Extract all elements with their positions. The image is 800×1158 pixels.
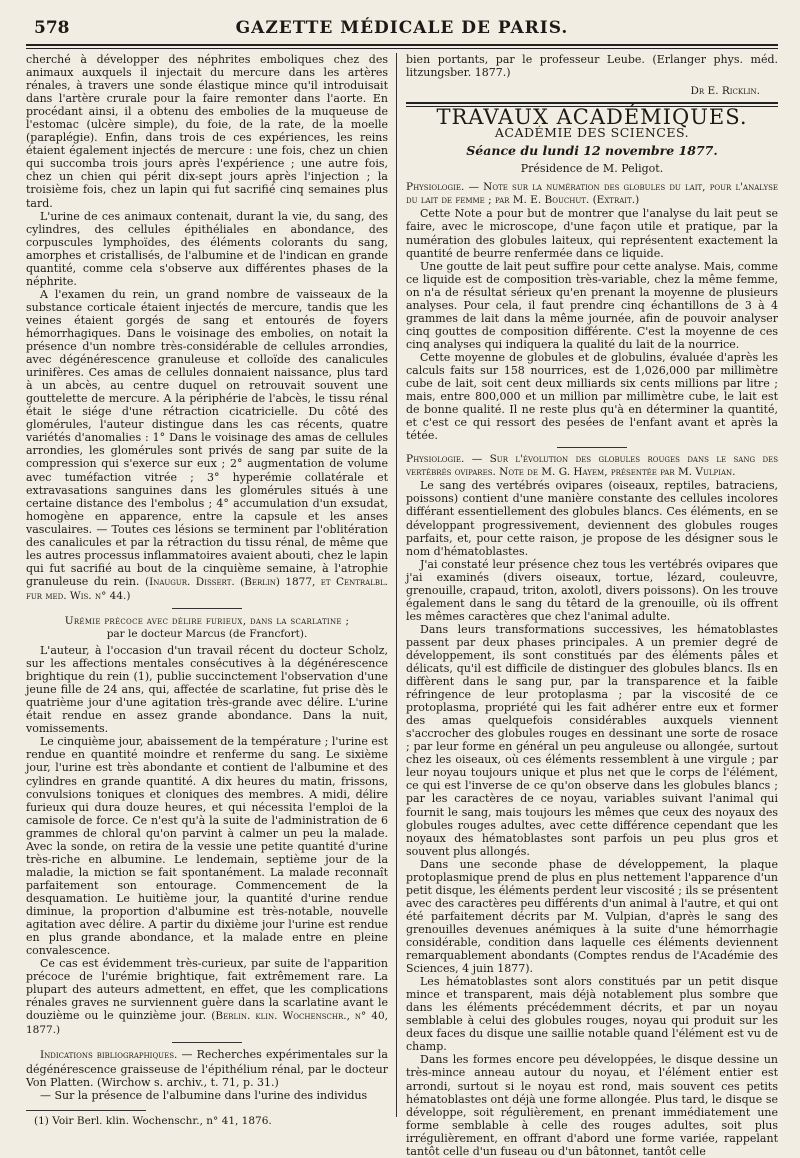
section-divider [557,447,627,448]
bibliography-heading: Indications bibliographiques. [40,1049,178,1062]
paragraph: Cette Note a pour but de montrer que l'analyse du lait peut se faire, avec le microscope, d'une façon utile et pratique, par la numération des globules laiteux, qui représentent exactement la quantité de beurre renfermée dans ce liquide. [406,207,778,260]
paragraph: Le sang des vertébrés ovipares (oiseaux, reptiles, batraciens, poissons) contient d'une manière constante des cellules incolores différant essentiellement des globules blancs. Ces éléments, en se développant progressivement, deviennent des globules rouges parfaits, et, pour cette raison, je propose de les désigner sous le nom d'hématoblastes. [406,479,778,558]
section-heading: TRAVAUX ACADÉMIQUES. [436,105,748,130]
paragraph [26,957,388,1037]
section-title-line: Urémie précoce avec délire furieux, dans la scarlatine ; [64,614,350,627]
article-heading: Physiologie. — Sur l'évolution des globules rouges dans le sang des vertébrés ovipares. Note de M. G. Hayem, présentée par M. Vulpian. [406,453,778,479]
paragraph: Les hématoblastes sont alors constitués par un petit disque mince et transparent, mais déjà notablement plus sombre que dans les éléments précédemment décrits, et par un noyau semblable à celui des globules rouges, noyau qui produit sur les deux faces du disque une saillie notable quand l'élément est vu de champ. [406,975,778,1054]
paragraph: cherché à développer des néphrites emboliques chez des animaux auxquels il injectait du mercure dans les artères rénales, à travers une sonde élastique mince qu'il introduisait dans l'artère crurale pour la faire remonter dans l'aorte. En procédant ainsi, il a obtenu des embolies de la muqueuse de l'estomac (ulcère simple), du foie, de la rate, de la moelle (paraplégie). Enfin, dans trois de ces expériences, les reins étaient également injectés de mercure : une fois, chez un chien qui succomba trois jours après l'expérience ; une autre fois, chez un chien qui périt dix-sept jours après l'injection ; la troisième fois, chez un lapin qui fut sacrifié cinq semaines plus tard. [26,53,388,210]
presidence-line: Présidence de M. Peligot. [520,162,664,176]
page-number: 578 [34,18,70,38]
footnote-rule [26,1110,146,1111]
source-citation: (Berlin. klin. Wochenschr., n° 40, 1877.) [26,1010,389,1037]
paragraph: J'ai constaté leur présence chez tous les vertébrés ovipares que j'ai examinés (divers oiseaux, tortue, lézard, couleuvre, grenouille, crapaud, triton, axolotl, divers poissons). On les trouve également dans le sang du têtard de la grenouille, où ils offrent les mêmes caractères que chez l'animal adulte. [406,557,778,623]
paragraph-text: — Recherches expérimentales sur la dégénérescence graisseuse de l'épithélium rénal, par le docteur Von Platten. (Wirchow s. archiv., t. 71, p. 31.) [26,1048,388,1089]
paragraph: L'urine de ces animaux contenait, durant la vie, du sang, des cylindres, des cellules épithéliales en abondance, des corpuscules lymphoïdes, des éléments colorants du sang, amorphes et cristallisés, de l'albumine et de l'indican en grande quantité, comme cela s'observe aux différentes phases de la néphrite. [26,209,388,288]
paragraph: Le cinquième jour, abaissement de la température ; l'urine est rendue en quantité moindre et renferme du sang. Le sixième jour, l'urine est très abondante et contient de l'albumine et des cylindres en grande quantité. A dix heures du matin, frissons, convulsions toniques et cloniques des membres. A midi, délire furieux qui dura douze heures, et qui nécessita l'emploi de la camisole de force. Ce n'est qu'à la suite de l'administration de 6 grammes de chloral qu'on parvint à calmer un peu la malade. Avec la sonde, on retira de la vessie une petite quantité d'urine très-riche en albumine. Le lendemain, septième jour de la maladie, la miction se fait spontanément. La malade reconnaît parfaitement son entourage. Commencement de la desquamation. Le huitième jour, la quantité d'urine rendue diminue, la proportion d'albumine est très-notable, nouvelle agitation avec délire. A partir du dixième jour l'urine est rendue en plus grande abondance, et la malade entre en pleine convalescence. [26,735,388,958]
header-rule [26,44,778,49]
paragraph: Une goutte de lait peut suffire pour cette analyse. Mais, comme ce liquide est de composition très-variable, chez la même femme, on n'a de résultat sérieux qu'en prenant la moyenne de plusieurs analyses. Pour cela, il faut prendre cinq échantillons de 3 à 4 grammes de lait dans la même journée, afin de pouvoir analyser cinq gouttes de composition différente. C'est la moyenne de ces cinq analyses qui indiquera la qualité du lait de la nourrice. [406,259,778,351]
paragraph: Dans leurs transformations successives, les hématoblastes passent par deux phases principales. A un premier degré de développement, ils sont constitués par des éléments pâles et délicats, qu'il est difficile de distinguer des globules blancs. Ils en diffèrent dans le sang pur, par la transparence et la faible réfringence de leur protoplasma ; par la viscosité de ce protoplasma, propriété qui les fait adhérer entre eux et former des amas quelquefois considérables auxquels viennent s'accrocher des globules rouges en dessinant une sorte de rosace ; par leur forme en général un peu anguleuse ou allongée, surtout chez les oiseaux, où ces éléments ressemblent à une virgule ; par leur noyau toujours unique et plus net que le corps de l'élément, ce qui est l'inverse de ce qu'on observe dans les globules blancs ; par les caractères de ce noyau, variables suivant l'animal qui fournit le sang, mais toujours les mêmes que ceux des noyaux des globules rouges adultes, avec cette différence cependant que les noyaux des hématoblastes sont parfois un peu plus gros et souvent plus allongés. [406,622,778,858]
paragraph [26,1048,388,1088]
footnote: (1) Voir Berl. klin. Wochenschr., n° 41, 1876. [34,1114,272,1127]
academy-heading: ACADÉMIE DES SCIENCES. [494,125,690,141]
paragraph: L'auteur, à l'occasion d'un travail récent du docteur Scholz, sur les affections mentales consécutives à la dégénérescence brightique du rein (1), publie succinctement l'observation d'une jeune fille de 24 ans, qui, affectée de scarlatine, fut prise dès le quatrième jour d'une agitation très-grande avec délire. L'urine était rendue en assez grande abondance. Dans la nuit, vomissements. [26,644,388,736]
paragraph: Cette moyenne de globules et de globulins, évaluée d'après les calculs faits sur 158 nourrices, est de 1,026,000 par millimètre cube de lait, soit cent deux milliards six cents millions par litre ; mais, entre 800,000 et un million par millimètre cube, le lait est de bonne qualité. Il ne reste plus qu'à en déterminer la quantité, et c'est ce qui ressort des pesées de l'enfant avant et après la tétée. [406,350,778,443]
author-signature: Dr E. Ricklin. [690,85,760,98]
paragraph: Dans les formes encore peu développées, le disque dessine un très-mince anneau autour du noyau, et l'élément entier est arrondi, surtout si le noyau est rond, mais souvent ces petits hématoblastes ont déjà une forme allongée. Plus tard, le disque se développe, soit régulièrement, en prenant immédiatement une forme semblable à celle des rouges adultes, soit plus irrégulièrement, en offrant d'abord une forme variée, rappelant tantôt celle d'un fuseau ou d'un bâtonnet, tantôt celle [406,1053,778,1158]
article-heading: Physiologie. — Note sur la numération des globules du lait, pour l'analyse du lait de femme ; par M. E. Bouchut. (Extrait.) [406,181,778,207]
two-column-body [26,53,778,1158]
paragraph: — Sur la présence de l'albumine dans l'urine des individus [40,1088,368,1102]
left-column [26,53,396,1127]
page-header [26,14,778,42]
paragraph-text: A l'examen du rein, un grand nombre de vaisseaux de la substance corticale étaient injectés de mercure, tandis que les veines étaient gorgés de sang et entourés de foyers hémorrhagiques. Dans le voisinage des embolies, on notait la présence d'un nombre très-considérable de cellules arrondies, avec dégénérescence granuleuse et colloïde des canalicules urinifères. Ces amas de cellules donnaient naissance, plus tard à un abcès, au centre duquel on retrouvait souvent une gouttelette de mercure. A la périphérie de l'abcès, le tissu rénal était le siége d'une rétraction cicatricielle. Du côté des glomérules, l'auteur distingue dans les cas récents, quatre variétés d'anomalies : 1° Dans le voisinage des amas de cellules arrondies, les glomérules sont privés de sang par suite de la compression qui s'exerce sur eux ; 2° augmentation de volume avec tuméfaction vitrée ; 3° hyperémie collatérale et extravasations sanguines dans les glomérules situés à une certaine distance des l'embolus ; 4° accumulation d'un exsudat, homogène en apparence, entre la capsule et les anses vasculaires. — Toutes ces lésions se terminent par l'oblitération des canalicules et par la rétraction du tissu rénal, de même que les autres processus inflammatoires avaient abouti, chez le lapin qui fut sacrifié au bout de la cinquième semaine, à l'atrophie granuleuse du rein. [26,287,388,588]
paragraph [26,288,388,603]
section-title-author: par le docteur Marcus (de Francfort). [106,628,308,641]
section-divider [172,1042,242,1043]
paragraph: Dans une seconde phase de développement, la plaque protoplasmique prend de plus en plus nettement l'apparence d'un petit disque, les éléments perdent leur viscosité ; ils se présentent avec des caractères peu différents d'un animal à l'autre, et qui ont été parfaitement décrits par M. Vulpian, d'après le sang des grenouilles devenues anémiques à la suite d'une hémorrhagie considérable, condition dans laquelle ces éléments deviennent remarquablement abondants (Comptes rendus de l'Académie des Sciences, 4 juin 1877). [406,857,778,976]
source-citation: (Inaugur. Dissert. (Berlin) 1877, et Centralbl. fur med. Wis. n° 44.) [26,575,388,602]
section-title [26,615,388,641]
paragraph: bien portants, par le professeur Leube. (Erlanger phys. méd. litzungsber. 1877.) [406,53,778,80]
running-title: GAZETTE MÉDICALE DE PARIS. [235,18,569,38]
session-heading: Séance du lundi 12 novembre 1877. [466,143,718,159]
paragraph-text: Ce cas est évidemment très-curieux, par suite de l'apparition précoce de l'urémie brightique, fait extrêmement rare. La plupart des auteurs admettent, en effet, que les complications rénales graves ne surviennent guère dans la scarlatine avant le douzième ou le quinzième jour. [26,957,388,1023]
right-column [396,53,778,1158]
section-divider [172,608,242,609]
